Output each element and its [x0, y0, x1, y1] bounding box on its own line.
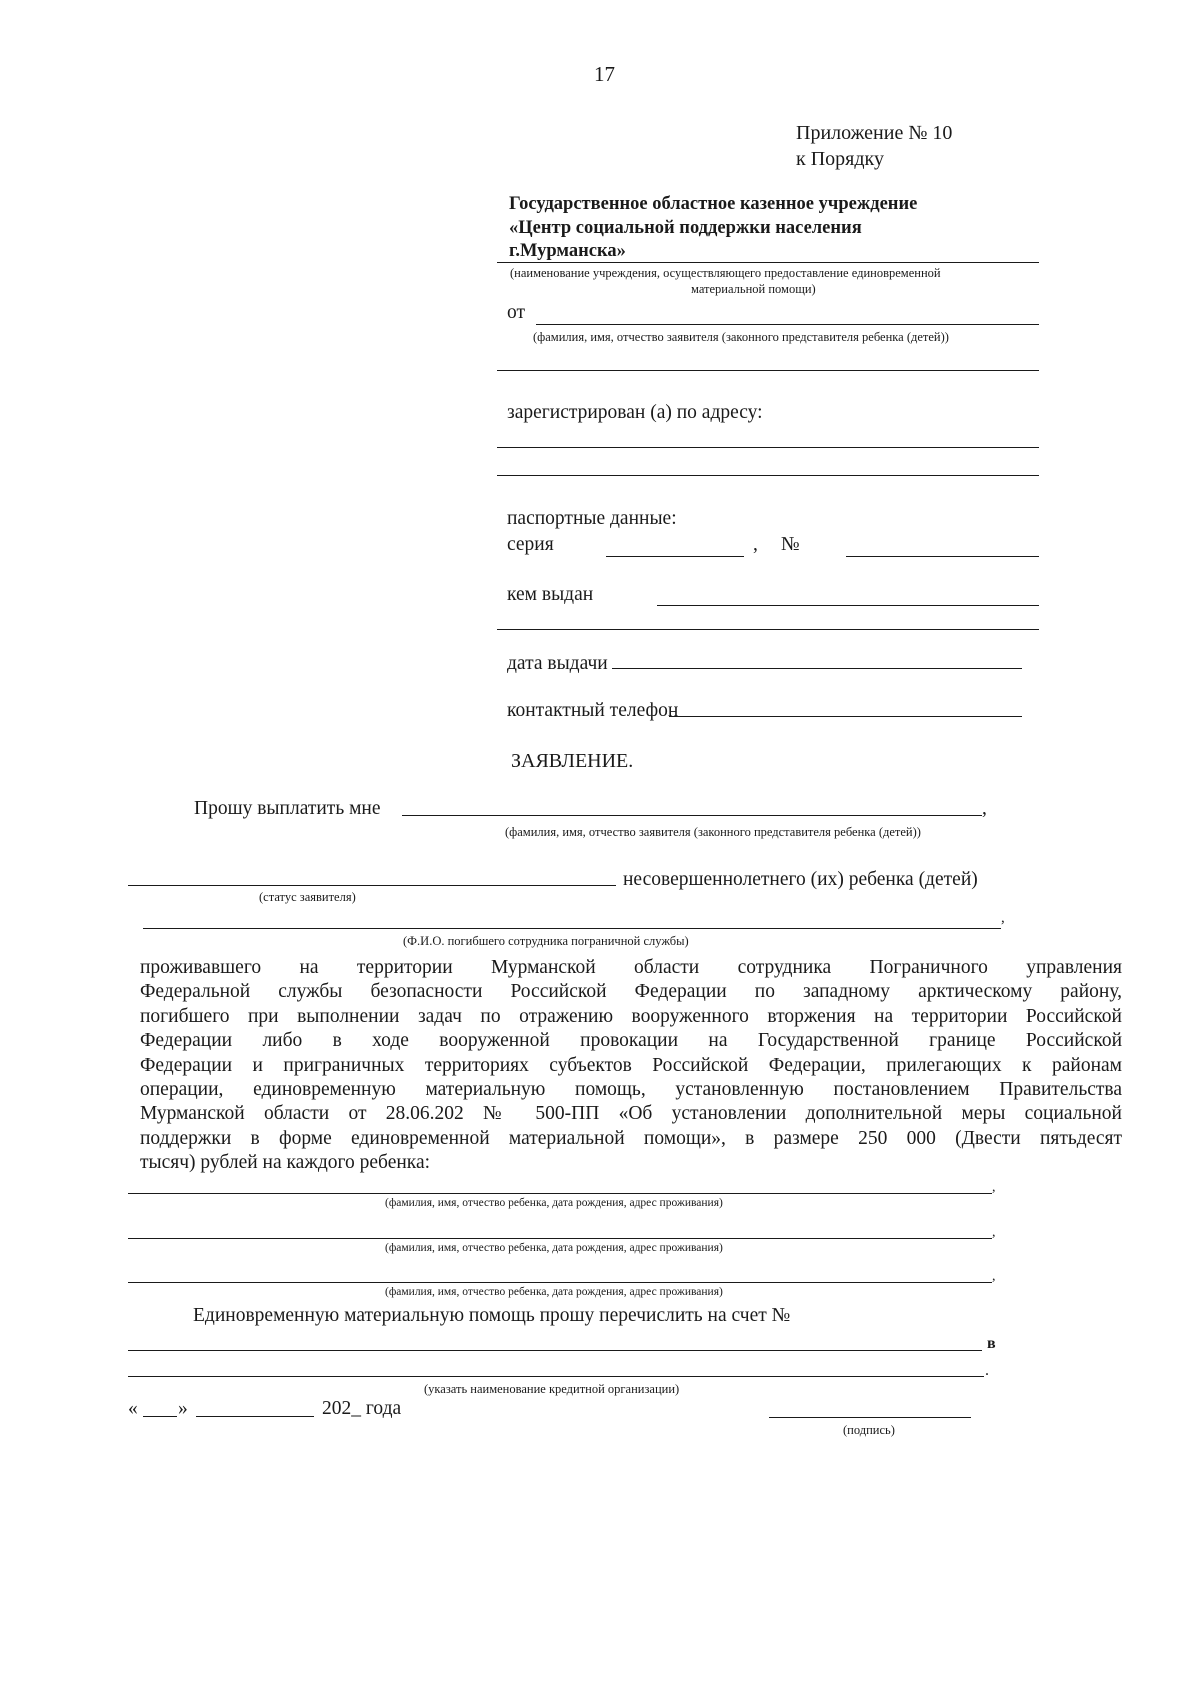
document-title: ЗАЯВЛЕНИЕ. [511, 750, 634, 772]
from-field-line[interactable] [536, 324, 1039, 325]
address-line-1[interactable] [497, 447, 1039, 448]
phone-field[interactable] [669, 716, 1022, 717]
passport-series-label: серия [507, 534, 554, 555]
passport-heading: паспортные данные: [507, 508, 677, 529]
body-line: поддержки в форме единовременной материальной помощи», в размере 250 000 (Двести пятьдесят [140, 1127, 1122, 1149]
body-line: операции, единовременную материальную помощь, установленную постановлением Правительства [140, 1079, 1122, 1101]
body-line: Мурманской области от 28.06.202 № 500-ПП «Об установлении дополнительной меры социальной [140, 1103, 1122, 1125]
bank-caption: (указать наименование кредитной организации) [424, 1382, 680, 1396]
body-paragraph [140, 956, 1122, 1176]
issued-by-extra-line[interactable] [497, 629, 1039, 630]
deceased-caption: (Ф.И.О. погибшего сотрудника пограничной службы) [403, 934, 689, 948]
signature-field[interactable] [769, 1417, 971, 1418]
address-label: зарегистрирован (а) по адресу: [507, 402, 763, 423]
issued-by-field[interactable] [657, 605, 1039, 606]
body-line: тысяч) рублей на каждого ребенка: [140, 1152, 431, 1174]
status-caption: (статус заявителя) [259, 890, 356, 904]
bank-name-field[interactable] [128, 1376, 984, 1377]
from-caption: (фамилия, имя, отчество заявителя (законного представителя ребенка (детей)) [533, 330, 949, 344]
institution-line-2: «Центр социальной поддержки населения [509, 218, 862, 238]
body-line: Федеральной службы безопасности Российской Федерации по западному арктическому району, [140, 981, 1122, 1003]
child-3-field[interactable] [128, 1282, 992, 1283]
address-line-2[interactable] [497, 475, 1039, 476]
signature-caption: (подпись) [843, 1423, 895, 1437]
issue-date-label: дата выдачи [507, 653, 608, 674]
body-line: проживавшего на территории Мурманской области сотрудника Пограничного управления [140, 957, 1122, 978]
minor-child-text: несовершеннолетнего (их) ребенка (детей) [623, 869, 978, 890]
child-2-field[interactable] [128, 1238, 992, 1239]
issued-by-label: кем выдан [507, 584, 594, 605]
page-number: 17 [594, 62, 615, 86]
deceased-name-field[interactable] [143, 928, 1001, 929]
deceased-comma: , [1001, 910, 1005, 926]
date-month-field[interactable] [196, 1416, 314, 1417]
child-1-caption: (фамилия, имя, отчество ребенка, дата рождения, адрес проживания) [385, 1197, 723, 1209]
date-quote-close: » [178, 1398, 188, 1419]
applicant-caption: (фамилия, имя, отчество заявителя (законного представителя ребенка (детей)) [505, 825, 921, 839]
date-quote-open: « [128, 1398, 138, 1419]
phone-label: контактный телефон [507, 700, 679, 721]
pay-me-text: Прошу выплатить мне [194, 798, 381, 819]
applicant-name-field[interactable] [402, 815, 982, 816]
institution-line-3: г.Мурманска» [509, 241, 626, 261]
passport-series-field[interactable] [606, 556, 744, 557]
institution-caption-2: материальной помощи) [691, 282, 816, 296]
date-day-field[interactable] [143, 1416, 177, 1417]
status-field[interactable] [128, 885, 616, 886]
child-2-comma: , [992, 1225, 996, 1240]
child-3-caption: (фамилия, имя, отчество ребенка, дата рождения, адрес проживания) [385, 1286, 723, 1298]
passport-number-field[interactable] [846, 556, 1039, 557]
child-3-comma: , [992, 1269, 996, 1284]
account-text: Единовременную материальную помощь прошу перечислить на счет № [193, 1305, 791, 1326]
passport-comma: , [753, 534, 758, 555]
appendix-line-2: к Порядку [796, 148, 884, 170]
account-in-label: в [987, 1335, 996, 1352]
body-line: погибшего при выполнении задач по отражению вооруженного вторжения на территории Российской [140, 1005, 1122, 1027]
appendix-line-1: Приложение № 10 [796, 122, 953, 144]
pay-me-comma: , [982, 798, 987, 819]
from-extra-line[interactable] [497, 370, 1039, 371]
account-number-field[interactable] [128, 1350, 982, 1351]
date-year: 202_ года [322, 1398, 402, 1419]
child-2-caption: (фамилия, имя, отчество ребенка, дата рождения, адрес проживания) [385, 1242, 723, 1254]
from-label: от [507, 302, 526, 323]
child-1-comma: , [992, 1180, 996, 1195]
body-line: Федерации и приграничных территориях субъектов Российской Федерации, прилегающих к районам [140, 1054, 1122, 1076]
issue-date-field[interactable] [612, 668, 1022, 669]
institution-caption-1: (наименование учреждения, осуществляющего предоставление единовременной [510, 266, 941, 280]
bank-period: . [985, 1362, 989, 1379]
child-1-field[interactable] [128, 1193, 992, 1194]
institution-underline [497, 262, 1039, 263]
passport-number-label: № [781, 534, 800, 555]
institution-line-1: Государственное областное казенное учреждение [509, 194, 918, 214]
body-line: Федерации либо в ходе вооруженной провокации на Государственной границе Российской [140, 1030, 1122, 1052]
